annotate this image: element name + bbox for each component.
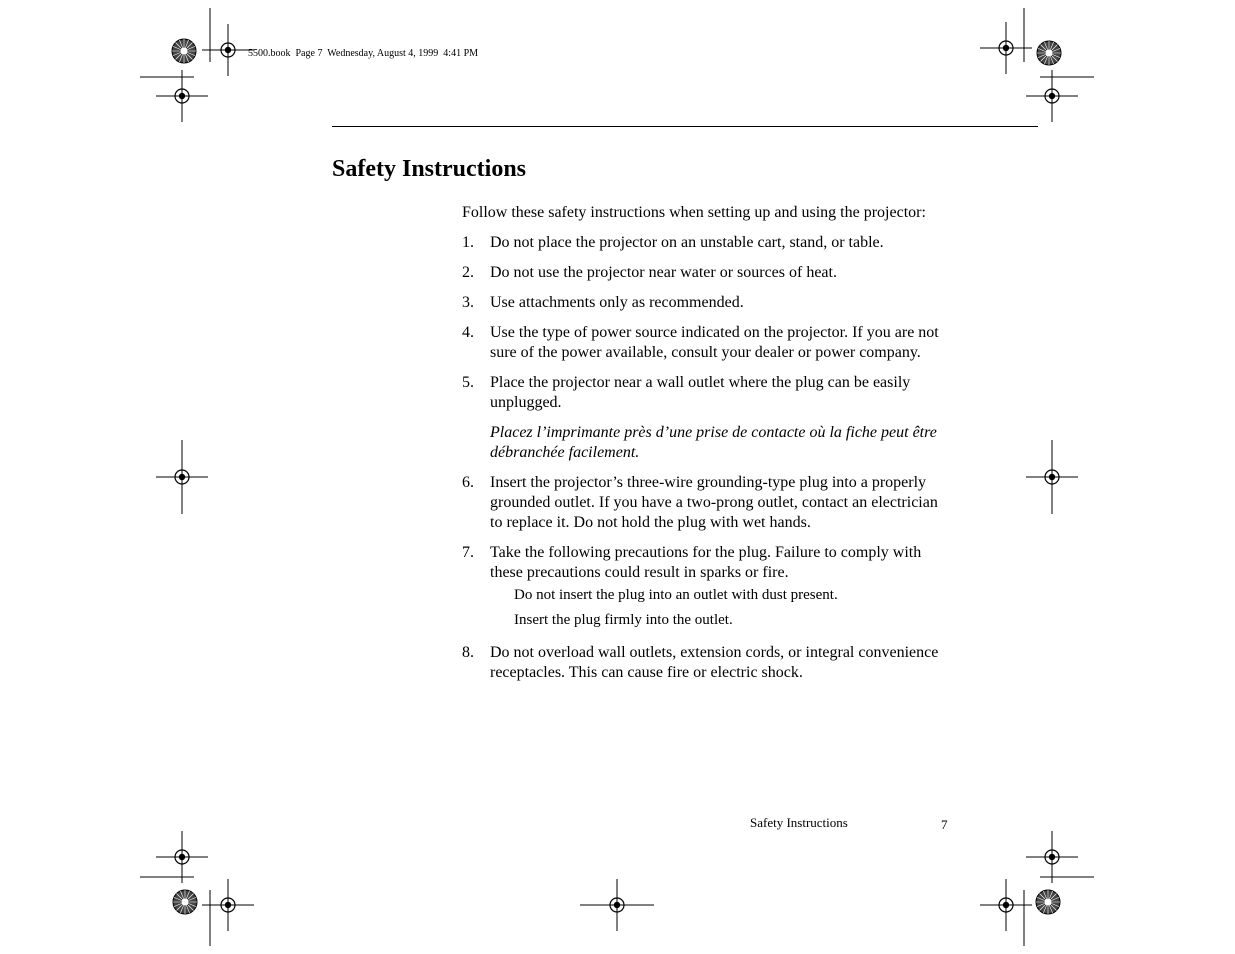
item-text: Do not overload wall outlets, extension cords, or integral convenience receptacles. This can cause fire or electric shock. [490, 644, 939, 681]
sub-item: Insert the plug firmly into the outlet. [514, 612, 733, 628]
item-number: 6. [462, 474, 474, 491]
instructions-content [462, 203, 942, 693]
list-item [462, 233, 942, 253]
intro-paragraph: Follow these safety instructions when setting up and using the projector: [462, 204, 926, 221]
header-rule [332, 126, 1038, 127]
item-number: 8. [462, 644, 474, 661]
item-number: 3. [462, 294, 474, 311]
list-item [462, 293, 942, 313]
item-number: 5. [462, 374, 474, 391]
item-text: Use the type of power source indicated on the projector. If you are not sure of the power available, consult your dealer or power company. [490, 324, 939, 361]
item-number: 7. [462, 544, 474, 561]
sub-item: Do not insert the plug into an outlet with dust present. [514, 587, 838, 603]
item-text: Do not use the projector near water or sources of heat. [490, 264, 837, 281]
item-text: Do not place the projector on an unstable cart, stand, or table. [490, 234, 884, 251]
item-text: Use attachments only as recommended. [490, 294, 744, 311]
item-number: 4. [462, 324, 474, 341]
item-text: Take the following precautions for the plug. Failure to comply with these precautions could result in sparks or fire. [490, 544, 922, 581]
header-slug: 5500.book Page 7 Wednesday, August 4, 1999 4:41 PM [248, 48, 479, 59]
list-item [462, 373, 942, 463]
list-item [462, 263, 942, 283]
french-note: Placez l’imprimante près d’une prise de contacte où la fiche peut être débranchée facilement. [490, 424, 937, 461]
item-text: Insert the projector’s three-wire grounding-type plug into a properly grounded outlet. If you have a two-prong outlet, contact an electrician to replace it. Do not hold the plug with wet hands. [490, 474, 938, 531]
list-item [462, 643, 942, 683]
item-text: Place the projector near a wall outlet where the plug can be easily unplugged. [490, 374, 911, 411]
list-item [462, 543, 942, 633]
item-number: 2. [462, 264, 474, 281]
footer-section-label: Safety Instructions [750, 815, 848, 830]
list-item [462, 473, 942, 533]
footer-page-number: 7 [941, 817, 948, 832]
list-item [462, 323, 942, 363]
safety-list [462, 233, 942, 683]
item-number: 1. [462, 234, 474, 251]
page-title: Safety Instructions [332, 156, 527, 182]
